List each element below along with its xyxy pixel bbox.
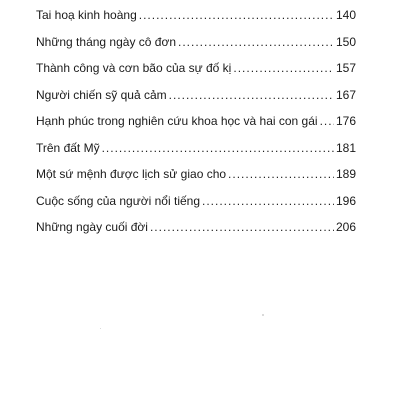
- toc-entry-title: Hạnh phúc trong nghiên cứu khoa học và hai con gái: [36, 114, 318, 128]
- toc-dot-leader: [320, 114, 334, 128]
- toc-entry-page: 140: [335, 8, 356, 22]
- toc-entry-page: 189: [335, 167, 356, 181]
- toc-entry: [36, 141, 356, 168]
- toc-entry-page: 167: [335, 87, 356, 102]
- toc-entry: [36, 61, 356, 88]
- toc-entry-title: Người chiến sỹ quả cảm: [36, 87, 167, 102]
- toc-entry-page: 176: [335, 114, 356, 128]
- toc-dot-leader: [139, 8, 334, 22]
- toc-entry: [36, 35, 356, 62]
- toc-dot-leader: [169, 88, 334, 102]
- toc-entry: [36, 220, 356, 247]
- toc-entry-page: 181: [335, 140, 356, 155]
- toc-entry-title: Cuộc sống của người nổi tiếng: [36, 193, 201, 208]
- toc-entry-page: 196: [335, 193, 356, 208]
- toc-entry: [36, 114, 356, 141]
- toc-dot-leader: [150, 220, 334, 234]
- toc-dot-leader: [228, 167, 334, 181]
- table-of-contents: [36, 8, 356, 247]
- toc-dot-leader: [178, 35, 334, 49]
- toc-entry-title: Những ngày cuối đời: [36, 220, 148, 234]
- toc-dot-leader: [233, 61, 334, 75]
- toc-entry-page: 157: [335, 61, 356, 75]
- toc-entry: [36, 194, 356, 221]
- toc-entry: [36, 88, 356, 115]
- toc-entry-title: Thành công và cơn bão của sự đố kị: [36, 61, 232, 75]
- toc-entry-title: Trên đất Mỹ: [36, 140, 100, 155]
- toc-entry-page: 206: [335, 220, 356, 234]
- toc-entry-title: Những tháng ngày cô đơn: [36, 34, 176, 49]
- toc-entry: [36, 8, 356, 35]
- toc-entry-title: Một sứ mệnh được lịch sử giao cho: [36, 167, 227, 181]
- toc-dot-leader: [102, 141, 334, 155]
- toc-entry-title: Tai hoạ kinh hoàng: [36, 8, 137, 22]
- scan-speck: [100, 328, 101, 329]
- toc-dot-leader: [202, 194, 334, 208]
- toc-entry-page: 150: [335, 34, 356, 49]
- scan-speck: [262, 314, 264, 316]
- toc-entry: [36, 167, 356, 194]
